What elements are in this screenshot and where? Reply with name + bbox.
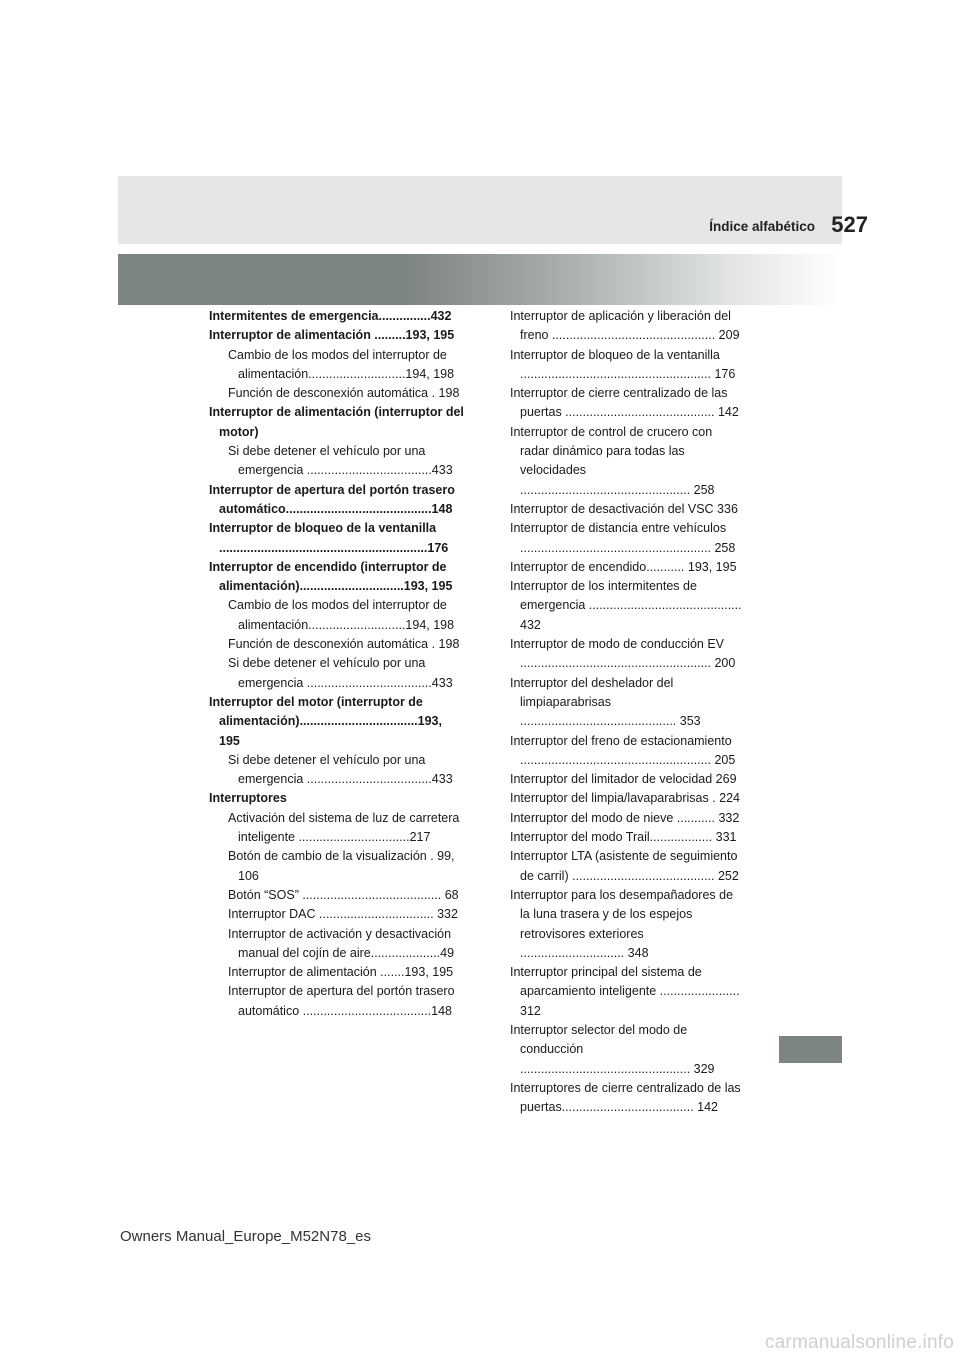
index-entry: Botón “SOS” ........................................ 68 [228, 887, 459, 902]
index-entry: Interruptor del deshelador del limpiaparabrisas ............................................. 353 [510, 675, 701, 729]
footer-document-name: Owners Manual_Europe_M52N78_es [120, 1228, 371, 1245]
index-entry: Interruptor para los desempañadores de la luna trasera y de los espejos retrovisores exteriores .............................. 348 [510, 887, 734, 960]
index-entry: Interruptor de apertura del portón trasero automático..........................................148 [209, 482, 455, 516]
index-entry: Interruptor de bloqueo de la ventanilla ............................................................176 [209, 521, 449, 555]
index-entry: Interruptor LTA (asistente de seguimiento de carril) ......................................... 252 [510, 849, 739, 883]
index-entry: Interruptor de alimentación .........193, 195 [209, 328, 455, 343]
index-entry: Interruptor de control de crucero con radar dinámico para todas las velocidades ................................................. 258 [510, 424, 715, 497]
index-entry: Si debe detener el vehículo por una emergencia ....................................433 [228, 752, 453, 787]
chapter-tab-marker [779, 1036, 842, 1063]
index-entry: Interruptores de cierre centralizado de las puertas...................................... 142 [510, 1080, 741, 1115]
watermark: carmanualsonline.info [764, 1332, 954, 1353]
index-entry: Interruptor de alimentación (interruptor del motor) [209, 405, 464, 439]
index-column-left [209, 307, 465, 1021]
index-column-right [510, 307, 744, 1117]
index-entry: Interruptor de desactivación del VSC 336 [510, 501, 738, 516]
index-entry: Interruptor DAC ................................. 332 [228, 907, 458, 922]
page-number: 527 [831, 212, 868, 237]
index-entry: Interruptor del limitador de velocidad 269 [510, 772, 737, 787]
index-entry: Interruptor de modo de conducción EV ....................................................... 200 [510, 637, 736, 671]
index-entry: Interruptor del motor (interruptor de alimentación)..................................193, 195 [209, 694, 442, 748]
index-entry: Interruptor de apertura del portón trasero automático .....................................148 [228, 984, 455, 1018]
decorative-gradient-bar [118, 254, 842, 305]
index-entry: Si debe detener el vehículo por una emergencia ....................................433 [228, 656, 453, 690]
index-entry: Interruptor del limpia/lavaparabrisas . 224 [510, 791, 740, 806]
index-entry: Interruptor de encendido........... 193, 195 [510, 559, 737, 574]
index-entry: Interruptor de distancia entre vehículos ....................................................... 258 [510, 521, 736, 555]
index-entry: Interruptores [209, 791, 287, 806]
index-entry: Interruptor de los intermitentes de emergencia ............................................ 432 [510, 579, 742, 632]
index-entry: Interruptor de encendido (interruptor de alimentación)..............................193, 195 [209, 559, 453, 594]
index-entry: Si debe detener el vehículo por una emergencia ....................................433 [228, 444, 453, 478]
index-entry: Interruptor selector del modo de conducción ................................................. 329 [510, 1022, 715, 1076]
index-entry: Interruptor de activación y desactivación manual del cojín de aire....................49 [228, 926, 455, 960]
section-title: Índice alfabético [709, 219, 815, 234]
index-entry: Interruptor de cierre centralizado de las puertas ........................................... 142 [510, 386, 739, 420]
index-entry: Interruptor principal del sistema de aparcamiento inteligente ....................... 312 [510, 965, 740, 1018]
index-entry: Intermitentes de emergencia...............432 [209, 309, 452, 323]
index-entry: Cambio de los modos del interruptor de alimentación............................194, 198 [228, 347, 455, 381]
index-entry: Interruptor del modo Trail.................. 331 [510, 830, 737, 845]
index-entry: Interruptor del freno de estacionamiento ....................................................... 205 [510, 733, 736, 767]
index-entry: Botón de cambio de la visualización . 99, 106 [228, 849, 455, 883]
index-entry: Función de desconexión automática . 198 [228, 637, 460, 652]
index-entry: Interruptor de bloqueo de la ventanilla ....................................................... 176 [510, 347, 736, 381]
index-entry: Función de desconexión automática . 198 [228, 386, 460, 401]
index-entry: Interruptor de aplicación y liberación del freno ............................................... 209 [510, 309, 740, 343]
index-entry: Activación del sistema de luz de carretera inteligente ................................217 [228, 810, 460, 845]
index-entry: Cambio de los modos del interruptor de alimentación............................194, 198 [228, 598, 455, 632]
index-entry: Interruptor del modo de nieve ........... 332 [510, 810, 740, 825]
index-entry: Interruptor de alimentación .......193, 195 [228, 965, 454, 980]
